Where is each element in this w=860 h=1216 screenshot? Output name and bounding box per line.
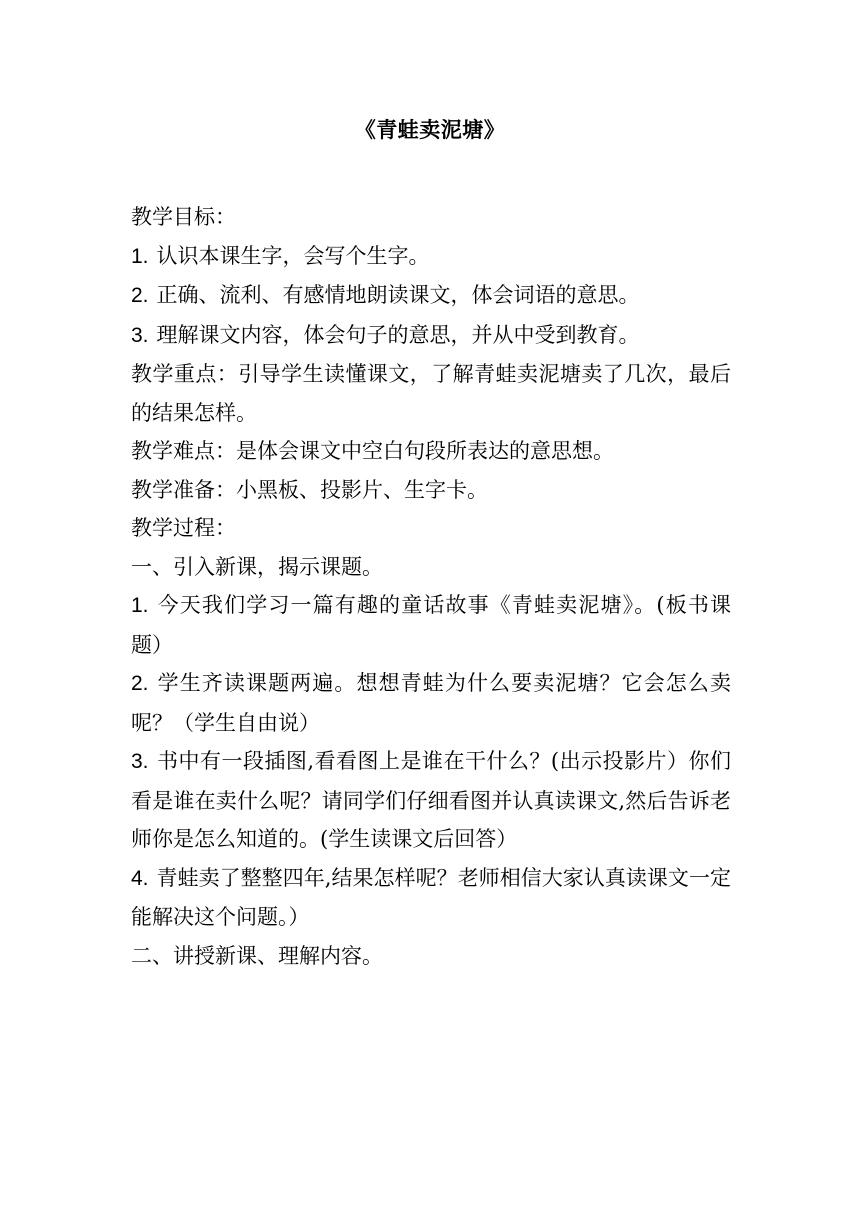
paragraph [131,548,731,587]
paragraph [131,664,731,742]
list-number: 3. [131,323,149,347]
paragraph [131,586,731,664]
paragraph [131,859,731,937]
list-number: 4. [131,866,149,890]
paragraph-text: 青蛙卖了整整四年,结果怎样呢？老师相信大家认真读课文一定能解决这个问题。） [131,865,731,929]
paragraph [131,316,731,356]
paragraph-text: 理解课文内容，体会句子的意思，并从中受到教育。 [156,322,640,347]
list-number: 1. [131,594,149,617]
paragraph-text: 一、引入新课，揭示课题。 [131,554,383,579]
paragraph-text: 学生齐读课题两遍。想想青蛙为什么要卖泥塘？它会怎么卖呢？（学生自由说） [131,671,731,735]
paragraph [131,432,731,471]
paragraph-text: 教学过程： [131,516,236,540]
paragraph-text: 书中有一段插图,看看图上是谁在干什么？(出示投影片）你们看是谁在卖什么呢？请同学们仔细看图并认真读课文,然后告诉老师你是怎么知道的。(学生读课文后回答） [131,749,731,851]
paragraph [131,237,731,277]
list-number: 2. [131,284,149,307]
list-number: 2. [131,672,149,695]
paragraph [131,742,731,859]
paragraph-text: 教学难点：是体会课文中空白句段所表达的意思想。 [131,439,614,463]
paragraph [131,276,731,316]
paragraph-text: 今天我们学习一篇有趣的童话故事《青蛙卖泥塘》。(板书课题） [131,593,731,657]
paragraph-text: 二、讲授新课、理解内容。 [131,943,383,968]
paragraph [131,471,731,510]
list-number: 1. [131,244,149,268]
list-number: 3. [131,750,149,773]
paragraph [131,509,731,548]
paragraph-text: 教学重点：引导学生读懂课文，了解青蛙卖泥塘卖了几次，最后的结果怎样。 [131,362,731,425]
document-title: 《青蛙卖泥塘》 [354,117,506,142]
paragraph [131,355,731,432]
paragraph-text: 认识本课生字，会写个生字。 [156,243,430,268]
paragraph-text: 教学准备：小黑板、投影片、生字卡。 [131,477,488,502]
paragraph-text: 正确、流利、有感情地朗读课文，体会词语的意思。 [156,283,640,307]
paragraph-text: 教学目标： [131,205,236,229]
paragraph [131,937,731,976]
document-body [131,198,731,975]
paragraph [131,198,731,237]
